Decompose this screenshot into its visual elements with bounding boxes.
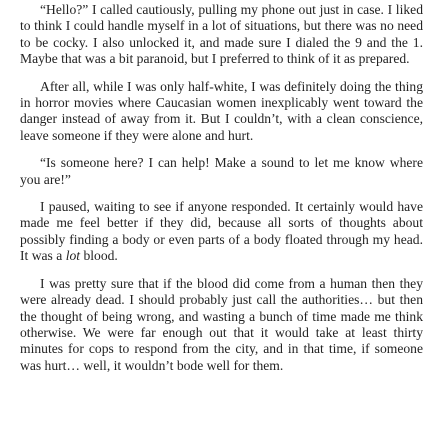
paragraph-3-text: “Is someone here? I can help! Make a sound to let me know where you are!” bbox=[20, 155, 423, 187]
paragraph-2 bbox=[20, 79, 423, 145]
paragraph-4 bbox=[20, 199, 423, 265]
paragraph-1-text: “Hello?” I called cautiously, pulling my phone out just in case. I liked to think I could handle myself in a lot of situations, but there was no need to be cocky. I also unlocked it, and made sure I dialed the 9 and the 1. Maybe that was a bit paranoid, but I preferred to think of it as prepared. bbox=[20, 2, 423, 67]
paragraph-3 bbox=[20, 155, 423, 188]
paragraph-1 bbox=[20, 2, 423, 68]
paragraph-5 bbox=[20, 276, 423, 374]
paragraph-5-text: I was pretty sure that if the blood did come from a human then they were already dead. I should probably just call the authorities… but then the thought of being wrong, and wasting a bunch of time made me think otherwise. We were far enough out that it would take at least thirty minutes for cops to respond from the city, and in that time, if someone was hurt… well, it wouldn’t bode well for them. bbox=[20, 275, 423, 373]
paragraph-4-text-end: blood. bbox=[80, 248, 118, 264]
paragraph-2-text: After all, while I was only half-white, I was definitely doing the thing in horror movies where Caucasian women inexplicably went toward the danger instead of away from it. But I couldn’t, with a clean conscience, leave someone if they were alone and hurt. bbox=[20, 78, 423, 143]
book-page bbox=[20, 2, 423, 374]
paragraph-4-emphasis: lot bbox=[65, 248, 81, 264]
paragraph-4-text-start: I paused, waiting to see if anyone responded. It certainly would have made me feel better if they did, because all sorts of thoughts about possibly finding a body or even parts of a body floated through my head. It was a bbox=[20, 199, 423, 264]
